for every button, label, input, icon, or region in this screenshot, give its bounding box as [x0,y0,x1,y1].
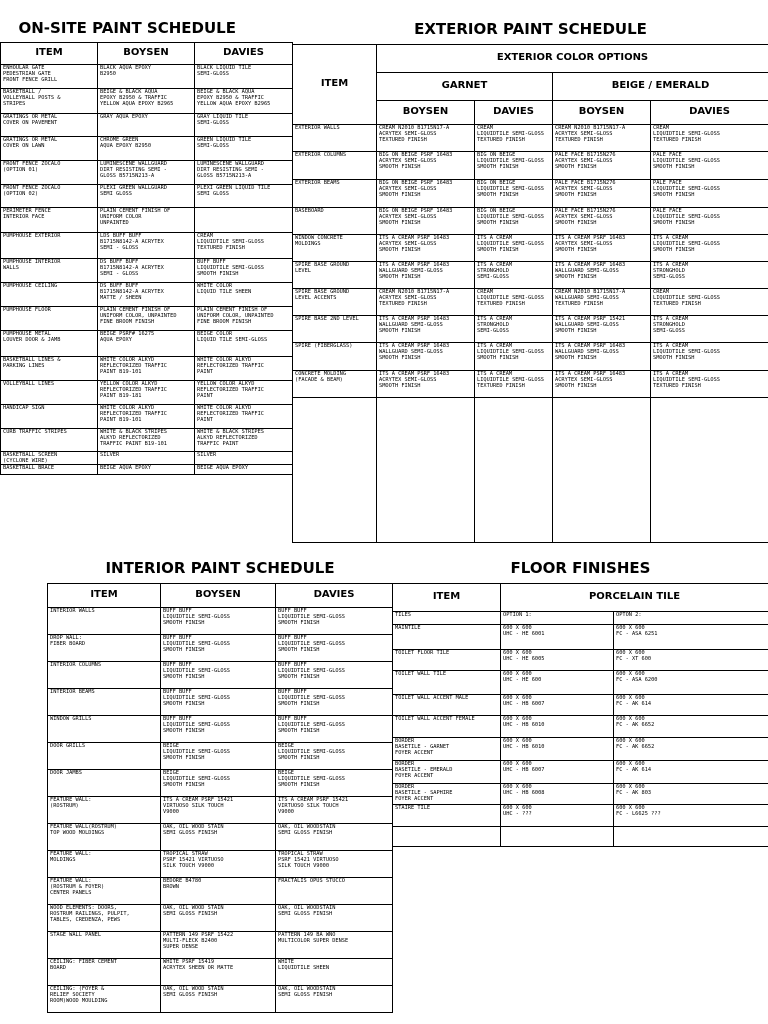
onsite-cell-davies: PLAIN CEMENT FINISH OF UNIFORM COLOR, UNPAINTED FINE BROOM FINISH [195,306,293,330]
onsite-row [1,451,293,465]
exterior-empty-cell [475,397,553,542]
onsite-row [1,232,293,258]
interior-cell-item: INTERIOR BEAMS [48,688,161,715]
onsite-cell-boysen: BLACK AQUA EPOXY B2950 [98,64,195,88]
floor-row [393,694,768,715]
exterior-cell-g-davies: ITS A CREAM STRONGHOLD SEMI-GLOSS [475,261,553,288]
exterior-cell-e-boysen: CREAM N2010 B1715N17-A WALLGUARD SEMI-GLOSS TEXTURED FINISH [553,288,651,315]
onsite-cell-item: GRATINGS OR METAL COVER ON PAVEMENT [1,113,98,136]
onsite-cell-davies: WHITE & BLACK STRIPES ALKYD REFLECTORIZED TRAFFIC PAINT [195,428,293,451]
onsite-row [1,465,293,475]
interior-row [48,850,393,877]
interior-cell-davies: FRACTALIS OPUS STUCCO [276,877,393,904]
floor-cell-item: MAINTILE [393,624,501,649]
floor-row [393,649,768,670]
onsite-cell-item: BASKETBALL / VOLLEYBALL POSTS & STRIPES [1,88,98,113]
exterior-cell-g-davies: ITS A CREAM LIQUIDTILE SEMI-GLOSS SMOOTH FINISH [475,234,553,261]
onsite-cell-davies: WHITE COLOR ALKYD REFLECTORIZED TRAFFIC PAINT [195,404,293,428]
exterior-cell-e-davies: ITS A CREAM LIQUIDTILE SEMI-GLOSS TEXTURED FINISH [651,370,768,397]
exterior-cell-e-davies: CREAM LIQUIDTILE SEMI-GLOSS TEXTURED FINISH [651,288,768,315]
onsite-cell-davies: BEIGE & BLACK AQUA EPOXY B2950 & TRAFFIC YELLOW AQUA EPOXY B2965 [195,88,293,113]
onsite-cell-boysen: SILVER [98,451,195,465]
onsite-cell-item: ENHOULAR GATE PEDESTRIAN GATE FRONT FENCE GRILL [1,64,98,88]
floor-title: FLOOR FINISHES [510,558,651,577]
onsite-row [1,64,293,88]
interior-cell-boysen: PATTERN 149 PSRF 15422 MULTI-FLECK B2400 SUPER DENSE [161,931,276,958]
onsite-davies-header: DAVIES [195,42,293,64]
interior-cell-davies: BEIGE LIQUIDTILE SEMI-GLOSS SMOOTH FINISH [276,742,393,769]
interior-title: INTERIOR PAINT SCHEDULE [105,558,335,577]
onsite-row [1,113,293,136]
floor-cell-opt2: 600 X 600 FC - AK 803 [614,783,768,804]
exterior-cell-e-boysen: PALE FACE B1715N276 ACRYTEX SEMI-GLOSS SMOOTH FINISH [553,179,651,207]
exterior-row [293,179,768,207]
floor-row [393,760,768,783]
interior-row [48,877,393,904]
interior-cell-davies: OAK, OIL WOODSTAIN SEMI GLOSS FINISH [276,823,393,850]
onsite-cell-boysen: PLAIN CEMENT FINISH OF UNIFORM COLOR UNPAINTED [98,207,195,232]
floor-cell-item: TOILET FLOOR TILE [393,649,501,670]
onsite-cell-item: PUMPHOUSE INTERIOR WALLS [1,258,98,282]
floor-cell-item: STAIRE TILE [393,804,501,826]
floor-cell-opt1: 600 X 600 UHC - ??? [501,804,614,826]
onsite-cell-item: VOLLEYBALL LINES [1,380,98,404]
onsite-cell-boysen: CHROME GREEN AQUA EPOXY B2950 [98,136,195,160]
floor-row [393,737,768,760]
onsite-cell-item: CURB TRAFFIC STRIPES [1,428,98,451]
exterior-cell-g-davies: CREAM LIQUIDTILE SEMI-GLOSS TEXTURED FINISH [475,124,553,151]
onsite-row [1,428,293,451]
floor-cell-opt2: OPTON 2: [614,611,768,624]
onsite-row [1,306,293,330]
exterior-cell-e-boysen: ITS A CREAM PSRF 16483 ACRYTEX SEMI-GLOSS SMOOTH FINISH [553,234,651,261]
interior-row [48,769,393,796]
interior-cell-item: INTERIOR COLUMNS [48,661,161,688]
exterior-cell-item: CONCRETE MOLDING (FACADE & BEAM) [293,370,377,397]
exterior-cell-item: BASEBOARD [293,207,377,234]
onsite-cell-item: PUMPHOUSE METAL LOUVER DOOR & JAMB [1,330,98,356]
exterior-row [293,342,768,370]
exterior-cell-e-davies: PALE FACE LIQUIDTILE SEMI-GLOSS SMOOTH FINISH [651,207,768,234]
exterior-cell-item: EXTERIOR WALLS [293,124,377,151]
onsite-cell-davies: CREAM LIQUIDTILE SEMI-GLOSS TEXTURED FINISH [195,232,293,258]
interior-cell-item: INTERIOR WALLS [48,607,161,634]
exterior-options-header: EXTERIOR COLOR OPTIONS [377,44,768,72]
onsite-cell-davies: PLEXI GREEN LIQUID TILE SEMI GLOSS [195,184,293,207]
onsite-row [1,282,293,306]
onsite-cell-item: PERIMETER FENCE INTERIOR FACE [1,207,98,232]
floor-item-header: ITEM [393,583,501,611]
interior-cell-item: DOOR GRILLS [48,742,161,769]
exterior-cell-g-davies: ITS A CREAM LIQUIDTILE SEMI-GLOSS SMOOTH FINISH [475,342,553,370]
onsite-cell-boysen: DS BUFF BUFF B1715N8142-A ACRYTEX MATTE / SHEEN [98,282,195,306]
exterior-empty-cell [293,397,377,542]
interior-cell-boysen: BUFF BUFF LIQUIDTILE SEMI-GLOSS SMOOTH FINISH [161,715,276,742]
exterior-cell-g-boysen: ITS A CREAM PSRF 16483 WALLGUARD SEMI-GLOSS SMOOTH FINISH [377,315,475,342]
interior-cell-boysen: BUFF BUFF LIQUIDTILE SEMI-GLOSS SMOOTH FINISH [161,688,276,715]
onsite-cell-boysen: WHITE COLOR ALKYD REFLECTORIZED TRAFFIC PAINT B19-101 [98,404,195,428]
onsite-title: ON-SITE PAINT SCHEDULE [18,18,236,37]
exterior-cell-g-boysen: BIG ON BEIGE PSRF 16483 ACRYTEX SEMI-GLOSS SMOOTH FINISH [377,179,475,207]
interior-cell-davies: PATTERN 149 BA WNO MULTICOLOR SUPER DENSE [276,931,393,958]
onsite-cell-boysen: GRAY AQUA EPOXY [98,113,195,136]
interior-cell-davies: BEIGE LIQUIDTILE SEMI-GLOSS SMOOTH FINISH [276,769,393,796]
interior-row [48,742,393,769]
floor-cell-opt2 [614,826,768,846]
onsite-cell-item: GRATINGS OR METAL COVER ON LAWN [1,136,98,160]
exterior-cell-g-boysen: BIG ON BEIGE PSRF 16483 ACRYTEX SEMI-GLOSS SMOOTH FINISH [377,151,475,179]
exterior-cell-e-davies: PALE FACE LIQUIDTILE SEMI-GLOSS SMOOTH FINISH [651,151,768,179]
interior-cell-item: STAGE WALL PANEL [48,931,161,958]
exterior-cell-g-boysen: ITS A CREAM PSRF 16483 ACRYTEX SEMI-GLOSS SMOOTH FINISH [377,234,475,261]
exterior-cell-item: SPIRE BASE GROUND LEVEL [293,261,377,288]
interior-cell-davies: WHITE LIQUIDTILE SHEEN [276,958,393,985]
exterior-cell-g-davies: BIG ON BEIGE LIQUIDTILE SEMI-GLOSS SMOOTH FINISH [475,207,553,234]
exterior-cell-item: WINDOW CONCRETE MOLDINGS [293,234,377,261]
exterior-row [293,261,768,288]
onsite-row [1,258,293,282]
interior-row [48,931,393,958]
exterior-row [293,288,768,315]
onsite-item-header: ITEM [1,42,98,64]
floor-cell-opt2: 600 X 600 FC - ASA 6251 [614,624,768,649]
floor-cell-opt2: 600 X 600 FC - AK 6652 [614,715,768,737]
interior-cell-davies: OAK, OIL WOODSTAIN SEMI GLOSS FINISH [276,985,393,1012]
exterior-cell-g-davies: BIG ON BEIGE LIQUIDTILE SEMI-GLOSS SMOOTH FINISH [475,151,553,179]
onsite-row [1,404,293,428]
interior-cell-boysen: ITS A CREAM PSRF 15421 VIRTUOSO SILK TOUCH V9000 [161,796,276,823]
floor-cell-item: BORDER BASETILE - EMERALD FOYER ACCENT [393,760,501,783]
interior-cell-davies: BUFF BUFF LIQUIDTILE SEMI-GLOSS SMOOTH FINISH [276,634,393,661]
floor-row [393,783,768,804]
onsite-cell-item: FRONT FENCE ZOCALO (OPTION 01) [1,160,98,184]
onsite-cell-davies: WHITE COLOR ALKYD REFLECTORIZED TRAFFIC PAINT [195,356,293,380]
exterior-cell-e-davies: ITS A CREAM STRONGHOLD SEMI-GLOSS [651,261,768,288]
onsite-cell-boysen: BEIGE PSRF# 16275 AQUA EPOXY [98,330,195,356]
exterior-cell-e-davies: ITS A CREAM LIQUIDTILE SEMI-GLOSS SMOOTH FINISH [651,342,768,370]
exterior-cell-e-boysen: ITS A CREAM PSRF 16483 ACRYTEX SEMI-GLOSS SMOOTH FINISH [553,370,651,397]
floor-cell-item: TOILET WALL ACCENT FEMALE [393,715,501,737]
exterior-row [293,315,768,342]
onsite-row [1,88,293,113]
interior-boysen-header: BOYSEN [161,583,276,607]
onsite-cell-davies: WHITE COLOR LIQUID TILE SHEEN [195,282,293,306]
interior-cell-boysen: OAK, OIL WOOD STAIN SEMI GLOSS FINISH [161,985,276,1012]
onsite-paint-schedule [0,14,293,475]
onsite-cell-davies: BLACK LIQUID TILE SEMI-GLOSS [195,64,293,88]
interior-cell-boysen: BEIGE LIQUIDTILE SEMI-GLOSS SMOOTH FINISH [161,769,276,796]
onsite-cell-davies: GREEN LIQUID TILE SEMI-GLOSS [195,136,293,160]
interior-cell-boysen: WHITE PSRF 15419 ACRYTEX SHEEN OR MATTE [161,958,276,985]
interior-row [48,823,393,850]
onsite-cell-davies: SILVER [195,451,293,465]
onsite-cell-davies: LUMINESCENE WALLGUARD DIRT RESISTING SEMI - GLOSS B5715N213-A [195,160,293,184]
interior-cell-boysen: BEIGE LIQUIDTILE SEMI-GLOSS SMOOTH FINISH [161,742,276,769]
onsite-cell-item: BASKETBALL BRACE [1,465,98,475]
onsite-cell-davies: GRAY LIQUID TILE SEMI-GLOSS [195,113,293,136]
onsite-cell-boysen: BEIGE & BLACK AQUA EPOXY B2950 & TRAFFIC YELLOW AQUA EPOXY B2965 [98,88,195,113]
floor-cell-opt1: 600 X 600 UHC - HE 6001 [501,624,614,649]
interior-cell-item: FEATURE WALL: MOLDINGS [48,850,161,877]
interior-cell-item: WOOD ELEMENTS: DOORS, ROSTRUM RAILINGS, PULPIT, TABLES, CREDENZA, PEWS [48,904,161,931]
exterior-empty-cell [553,397,651,542]
exterior-row-empty [293,397,768,542]
onsite-row [1,136,293,160]
floor-cell-opt2: 600 X 600 FC - AK 614 [614,694,768,715]
floor-cell-opt1: 600 X 600 UHC - HE 6005 [501,649,614,670]
onsite-row [1,160,293,184]
interior-davies-header: DAVIES [276,583,393,607]
exterior-garnet-boysen-header: BOYSEN [377,100,475,124]
interior-cell-davies: BUFF BUFF LIQUIDTILE SEMI-GLOSS SMOOTH FINISH [276,688,393,715]
interior-row [48,607,393,634]
floor-row [393,611,768,624]
exterior-cell-e-boysen: CREAM N2010 B1715N17-A ACRYTEX SEMI-GLOSS TEXTURED FINISH [553,124,651,151]
floor-cell-opt1: 600 X 600 UHC - HB 6008 [501,783,614,804]
floor-cell-opt1 [501,826,614,846]
exterior-garnet-header: GARNET [377,72,553,100]
onsite-cell-davies [195,207,293,232]
floor-cell-item: BORDER BASETILE - GARNET FOYER ACCENT [393,737,501,760]
onsite-cell-boysen: WHITE & BLACK STRIPES ALKYD REFLECTORIZED TRAFFIC PAINT B19-101 [98,428,195,451]
exterior-item-header: ITEM [293,44,377,124]
onsite-cell-boysen: LUMINESCENE WALLGUARD DIRT RESISTING SEMI - GLOSS B5715N213-A [98,160,195,184]
floor-cell-opt2: 600 X 600 FC - AK 6652 [614,737,768,760]
exterior-cell-g-davies: BIG ON BEIGE LIQUIDTILE SEMI-GLOSS SMOOTH FINISH [475,179,553,207]
interior-row [48,688,393,715]
floor-row [393,670,768,694]
interior-cell-boysen: BUFF BUFF LIQUIDTILE SEMI-GLOSS SMOOTH FINISH [161,661,276,688]
interior-paint-schedule [47,553,393,1013]
exterior-cell-item: SPIRE BASE GROUND LEVEL ACCENTS [293,288,377,315]
exterior-cell-item: EXTERIOR COLUMNS [293,151,377,179]
interior-cell-davies: BUFF BUFF LIQUIDTILE SEMI-GLOSS SMOOTH FINISH [276,607,393,634]
floor-row [393,715,768,737]
onsite-cell-boysen: PLAIN CEMENT FINISH OF UNIFORM COLOR, UNPAINTED FINE BROOM FINISH [98,306,195,330]
floor-porcelain-header: PORCELAIN TILE [501,583,768,611]
exterior-cell-g-davies: ITS A CREAM LIQUIDTILE SEMI-GLOSS TEXTURED FINISH [475,370,553,397]
onsite-cell-davies: YELLOW COLOR ALKYD REFLECTORIZED TRAFFIC PAINT [195,380,293,404]
onsite-cell-boysen: BEIGE AQUA EPOXY [98,465,195,475]
interior-cell-item: FEATURE WALL(ROSTRUM) TOP WOOD MOLDINGS [48,823,161,850]
exterior-row [293,151,768,179]
exterior-cell-item: EXTERIOR BEAMS [293,179,377,207]
onsite-cell-item: HANDICAP SIGN [1,404,98,428]
exterior-cell-g-boysen: ITS A CREAM PSRF 16483 WALLGUARD SEMI-GLOSS SMOOTH FINISH [377,342,475,370]
onsite-cell-davies: BUFF BUFF LIQUIDTILE SEMI-GLOSS SMOOTH FINISH [195,258,293,282]
onsite-cell-davies: BEIGE AQUA EPOXY [195,465,293,475]
interior-cell-davies: TROPICAL STRAW PSRF 15421 VIRTUOSO SILK TOUCH V9000 [276,850,393,877]
exterior-emerald-boysen-header: BOYSEN [553,100,651,124]
interior-row [48,661,393,688]
onsite-cell-boysen: WHITE COLOR ALKYD REFLECTORIZED TRAFFIC PAINT B19-101 [98,356,195,380]
floor-cell-opt2: 600 X 600 FC - ASA 6200 [614,670,768,694]
onsite-row [1,184,293,207]
interior-cell-item: FEATURE WALL: (ROSTRUM) [48,796,161,823]
onsite-cell-boysen: DS BUFF BUFF B1715N8142-A ACRYTEX SEMI - GLOSS [98,258,195,282]
exterior-row [293,370,768,397]
interior-cell-item: FEATURE WALL: (ROSTRUM & FOYER) CENTER PANELS [48,877,161,904]
interior-item-header: ITEM [48,583,161,607]
exterior-row [293,234,768,261]
onsite-cell-item: PUMPHOUSE FLOOR [1,306,98,330]
floor-cell-opt2: 600 X 600 FC - XT 600 [614,649,768,670]
exterior-beige-emerald-header: BEIGE / EMERALD [553,72,768,100]
exterior-cell-e-boysen: ITS A CREAM PSRF 15421 WALLGUARD SEMI-GLOSS SMOOTH FINISH [553,315,651,342]
onsite-cell-item: BASKETBALL SCREEN (CYCLONE WIRE) [1,451,98,465]
exterior-cell-item: SPIRE BASE 2ND LEVEL [293,315,377,342]
floor-cell-item [393,826,501,846]
exterior-cell-e-davies: ITS A CREAM LIQUIDTILE SEMI-GLOSS SMOOTH FINISH [651,234,768,261]
interior-row [48,958,393,985]
interior-cell-item: DOOR JAMBS [48,769,161,796]
interior-cell-davies: BUFF BUFF LIQUIDTILE SEMI-GLOSS SMOOTH FINISH [276,715,393,742]
exterior-cell-e-boysen: PALE FACE B1715N276 ACRYTEX SEMI-GLOSS SMOOTH FINISH [553,207,651,234]
floor-cell-item: TILES [393,611,501,624]
interior-cell-boysen: OAK, OIL WOOD STAIN SEMI GLOSS FINISH [161,904,276,931]
exterior-garnet-davies-header: DAVIES [475,100,553,124]
interior-cell-item: DROP WALL: FIBER BOARD [48,634,161,661]
interior-cell-boysen: TROPICAL STRAW PSRF 15421 VIRTUOSO SILK TOUCH V9000 [161,850,276,877]
interior-cell-item: WINDOW GRILLS [48,715,161,742]
exterior-row [293,207,768,234]
floor-cell-item: TOILET WALL ACCENT MALE [393,694,501,715]
floor-cell-item: BORDER BASETILE - SAPHIRE FOYER ACCENT [393,783,501,804]
onsite-cell-boysen: LDS BUFF BUFF B1715N8142-A ACRYTEX SEMI - GLOSS [98,232,195,258]
interior-row [48,634,393,661]
exterior-cell-g-davies: CREAM LIQUIDTILE SEMI-GLOSS TEXTURED FINISH [475,288,553,315]
floor-cell-opt1: 600 X 600 UHC - HB 6007 [501,760,614,783]
exterior-paint-schedule [292,14,768,543]
floor-cell-opt1: 600 X 600 UHC - HB 6010 [501,715,614,737]
exterior-cell-g-boysen: CREAM N2010 B1715N17-A ACRYTEX SEMI-GLOSS TEXTURED FINISH [377,288,475,315]
interior-cell-item: CEILING: FIBER CEMENT BOARD [48,958,161,985]
exterior-cell-item: SPIRE (FIBERGLASS) [293,342,377,370]
interior-row [48,985,393,1012]
exterior-cell-g-boysen: BIG ON BEIGE PSRF 16483 ACRYTEX SEMI-GLOSS SMOOTH FINISH [377,207,475,234]
floor-cell-opt1: OPTION 1: [501,611,614,624]
onsite-cell-item: BASKETBALL LINES & PARKING LINES [1,356,98,380]
interior-cell-boysen: BUFF BUFF LIQUIDTILE SEMI-GLOSS SMOOTH FINISH [161,634,276,661]
floor-finishes [392,553,768,847]
interior-row [48,796,393,823]
onsite-row [1,207,293,232]
floor-row [393,804,768,826]
exterior-cell-g-boysen: ITS A CREAM PSRF 16483 ACRYTEX SEMI-GLOSS SMOOTH FINISH [377,370,475,397]
onsite-row [1,356,293,380]
exterior-cell-g-boysen: CREAM N2010 B1715N17-A ACRYTEX SEMI-GLOSS TEXTURED FINISH [377,124,475,151]
floor-row [393,826,768,846]
floor-row [393,624,768,649]
interior-cell-item: CEILING: (FOYER & RELIEF SOCIETY ROOM)WOOD MOULDING [48,985,161,1012]
floor-cell-opt1: 600 X 600 UHC - HB 6007 [501,694,614,715]
exterior-empty-cell [651,397,768,542]
floor-cell-opt1: 600 X 600 UHC - HE 600 [501,670,614,694]
onsite-cell-item: PUMPHOUSE CEILING [1,282,98,306]
interior-row [48,904,393,931]
onsite-row [1,380,293,404]
exterior-cell-e-davies: CREAM LIQUIDTILE SEMI-GLOSS TEXTURED FINISH [651,124,768,151]
interior-row [48,715,393,742]
exterior-cell-e-boysen: PALE FACE B1715N276 ACRYTEX SEMI-GLOSS SMOOTH FINISH [553,151,651,179]
exterior-emerald-davies-header: DAVIES [651,100,768,124]
onsite-cell-item: FRONT FENCE ZOCALO (OPTION 02) [1,184,98,207]
interior-cell-davies: ITS A CREAM PSRF 15421 VIRTUOSO SILK TOUCH V9000 [276,796,393,823]
exterior-cell-e-davies: PALE FACE LIQUIDTILE SEMI-GLOSS SMOOTH FINISH [651,179,768,207]
exterior-cell-e-davies: ITS A CREAM STRONGHOLD SEMI-GLOSS [651,315,768,342]
exterior-cell-g-davies: ITS A CREAM STRONGHOLD SEMI-GLOSS [475,315,553,342]
floor-cell-item: TOILET WALL TILE [393,670,501,694]
onsite-cell-boysen: PLEXI GREEN WALLGUARD SEMI GLOSS [98,184,195,207]
floor-cell-opt2: 600 X 600 FC - AK 614 [614,760,768,783]
onsite-boysen-header: BOYSEN [98,42,195,64]
floor-cell-opt2: 600 X 600 FC - L6625 ??? [614,804,768,826]
exterior-cell-e-boysen: ITS A CREAM PSRF 16483 WALLGUARD SEMI-GLOSS SMOOTH FINISH [553,261,651,288]
exterior-cell-g-boysen: ITS A CREAM PSRF 16483 WALLGUARD SEMI-GLOSS SMOOTH FINISH [377,261,475,288]
interior-cell-davies: BUFF BUFF LIQUIDTILE SEMI-GLOSS SMOOTH FINISH [276,661,393,688]
onsite-row [1,330,293,356]
exterior-row [293,124,768,151]
onsite-cell-davies: BEIGE COLOR LIQUID TILE SEMI-GLOSS [195,330,293,356]
exterior-cell-e-boysen: ITS A CREAM PSRF 16483 WALLGUARD SEMI-GLOSS SMOOTH FINISH [553,342,651,370]
interior-cell-boysen: BEDORE B4780 BROWN [161,877,276,904]
interior-cell-davies: OAK, OIL WOODSTAIN SEMI GLOSS FINISH [276,904,393,931]
interior-cell-boysen: BUFF BUFF LIQUIDTILE SEMI-GLOSS SMOOTH FINISH [161,607,276,634]
onsite-cell-item: PUMPHOUSE EXTERIOR [1,232,98,258]
exterior-title: EXTERIOR PAINT SCHEDULE [414,19,647,38]
onsite-cell-boysen: YELLOW COLOR ALKYD REFLECTORIZED TRAFFIC PAINT B19-181 [98,380,195,404]
interior-cell-boysen: OAK, OIL WOOD STAIN SEMI GLOSS FINISH [161,823,276,850]
floor-cell-opt1: 600 X 600 UHC - HB 6010 [501,737,614,760]
